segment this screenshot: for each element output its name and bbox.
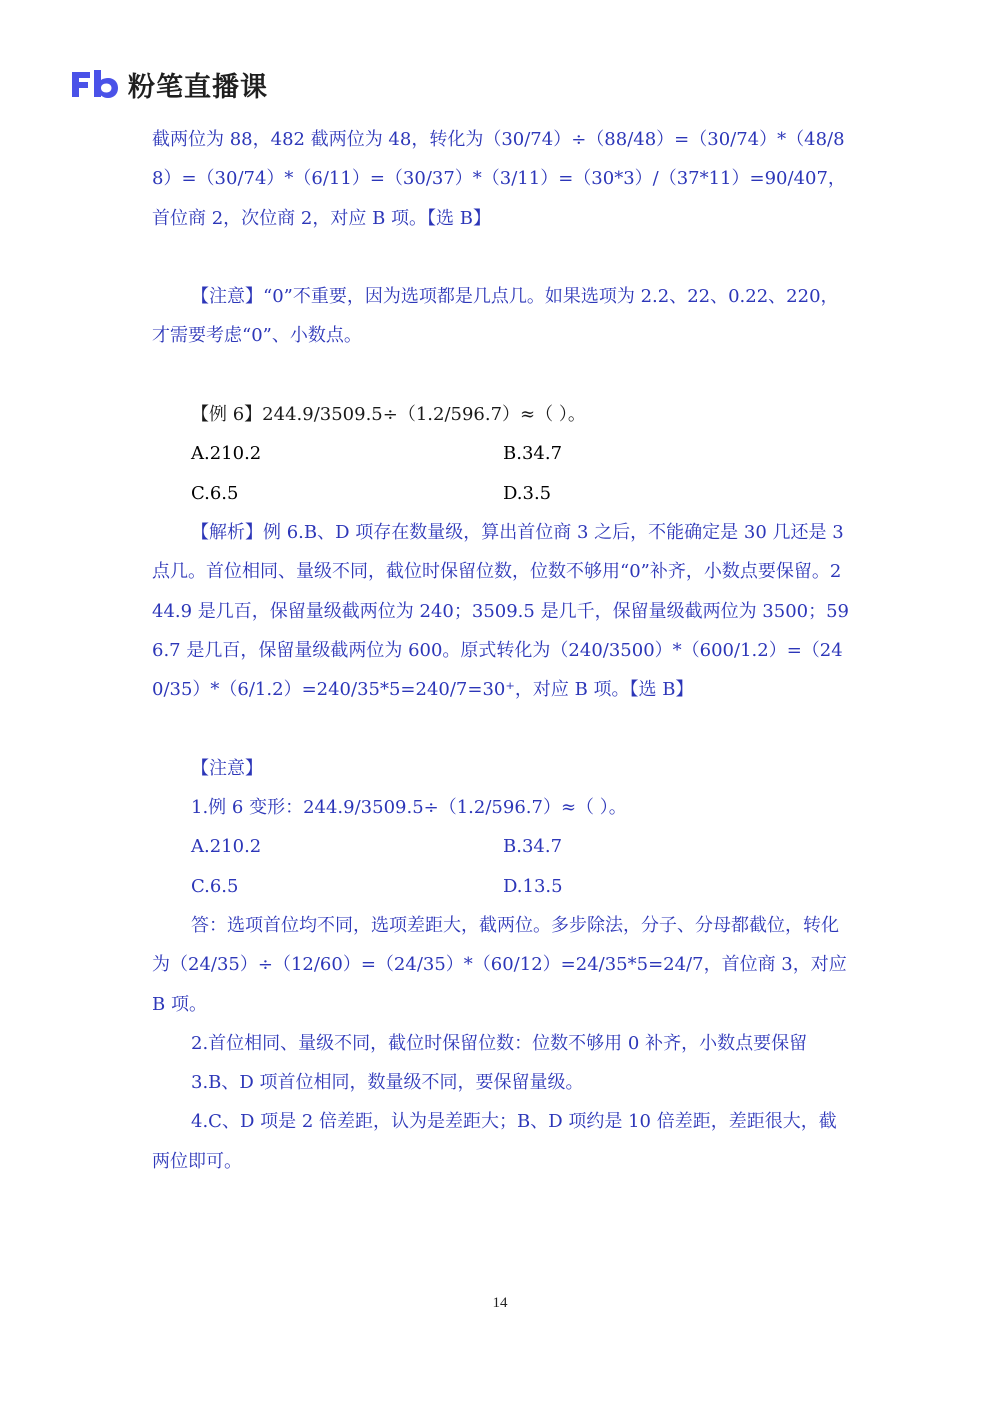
paragraph-note-zero: 【注意】“0”不重要，因为选项都是几点几。如果选项为 2.2、22、0.22、220，才需要考虑“0”、小数点。	[152, 286, 839, 347]
paragraph-variant: 1.例 6 变形：244.9/3509.5÷（1.2/596.7）≈（ ）。	[191, 797, 627, 819]
paragraph-analysis: 【解析】例 6.B、D 项存在数量级，算出首位商 3 之后，不能确定是 30 几还是 3 点几。首位相同、量级不同，截位时保留位数，位数不够用“0”补齐，小数点要保留。244.9 是几百，保留量级截两位为 240；3509.5 是几千，保留量级截两位为 3500；596.7 是几百，保留量级截两位为 600。原式转化为（240/3500）*（600/1.2）=（240/35）*（6/1.2）=240/35*5=240/7=30⁺，对应 B 项。【选 B】	[152, 521, 850, 701]
variant-options-row-1	[191, 827, 852, 866]
example-6-options-row-2	[191, 474, 852, 513]
paragraph-example-6: 【例 6】244.9/3509.5÷（1.2/596.7）≈（ ）。	[191, 404, 586, 426]
variant-option-a: A.210.2	[191, 836, 262, 858]
paragraph-note-heading: 【注意】	[191, 757, 263, 779]
variant-option-b: B.34.7	[503, 836, 563, 858]
paragraph-point-4: 4.C、D 项是 2 倍差距，认为是差距大；B、D 项约是 10 倍差距，差距很大，截两位即可。	[152, 1111, 837, 1172]
paragraph-point-3: 3.B、D 项首位相同，数量级不同，要保留量级。	[191, 1072, 584, 1094]
option-b: B.34.7	[503, 443, 563, 465]
paragraph-answer: 答：选项首位均不同，选项差距大，截两位。多步除法，分子、分母都截位，转化为（24/35）÷（12/60）=（24/35）*（60/12）=24/35*5=24/7，首位商 3，对应 B 项。	[152, 914, 847, 1015]
brand-logo	[70, 64, 268, 104]
brand-name: 粉笔直播课	[128, 71, 268, 103]
variant-option-c: C.6.5	[191, 875, 239, 897]
option-a: A.210.2	[191, 443, 262, 465]
example-6-options-row-1	[191, 434, 852, 473]
paragraph-solution-continued: 截两位为 88，482 截两位为 48，转化为（30/74）÷（88/48）=（30/74）*（48/88）=（30/74）*（6/11）=（30/37）*（3/11）=（30*3）/（37*11）=90/407，首位商 2，次位商 2，对应 B 项。【选 B】	[152, 129, 846, 229]
variant-option-d: D.13.5	[503, 875, 563, 897]
page-number: 14	[492, 1295, 508, 1311]
fb-logo-icon	[70, 68, 120, 100]
paragraph-point-2: 2.首位相同、量级不同，截位时保留位数：位数不够用 0 补齐，小数点要保留	[191, 1032, 808, 1054]
document-body	[152, 120, 852, 1181]
option-d: D.3.5	[503, 482, 552, 504]
option-c: C.6.5	[191, 482, 239, 504]
variant-options-row-2	[191, 867, 852, 906]
